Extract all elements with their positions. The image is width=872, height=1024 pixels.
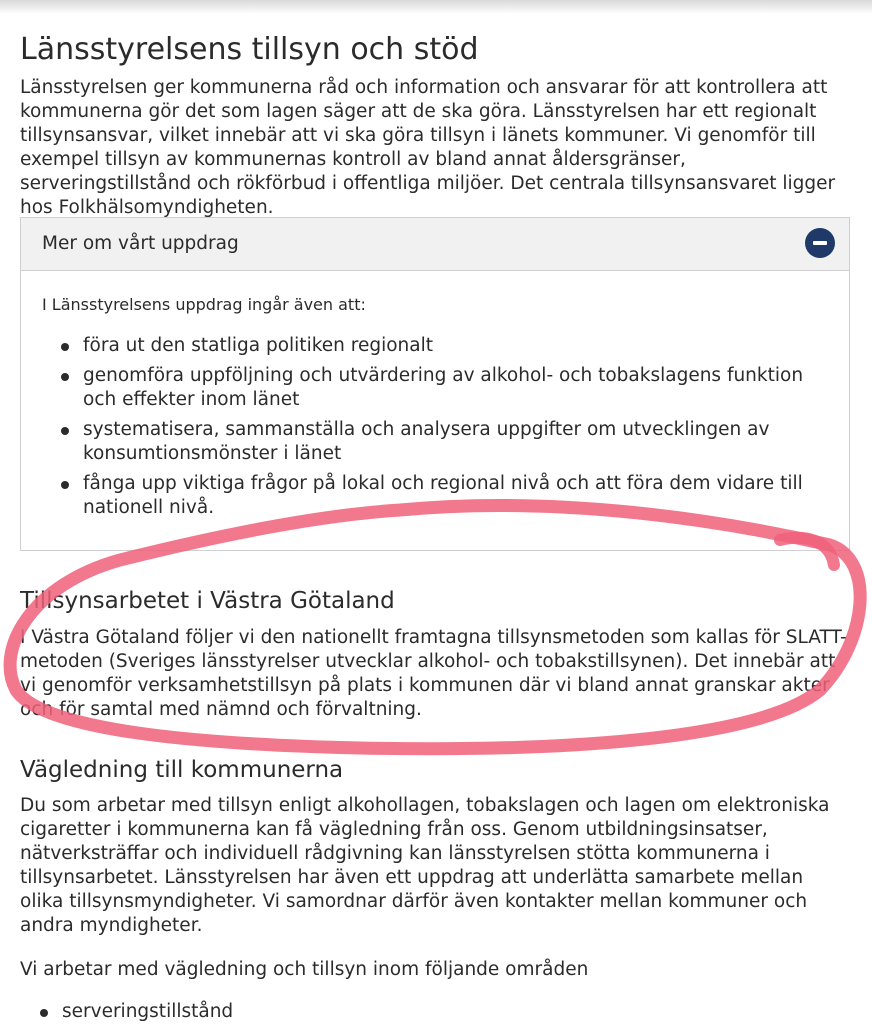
paragraph-tillsynsarbetet: I Västra Götaland följer vi den nationellt framtagna tillsynsmetoden som kallas för SLATT-metoden (Sveriges länsstyrelser utvecklar alkohol- och tobakstillsynen). Det innebär att vi genomför verksamhetstillsyn på plats i kommunen där vi bland annat granskar akter och för samtal med nämnd och förvaltning.: [20, 627, 847, 720]
list-item: fånga upp viktiga frågor på lokal och regional nivå och att föra dem vidare till nationell nivå.: [61, 472, 821, 520]
page-title: Länsstyrelsens tillsyn och stöd: [20, 32, 479, 67]
paragraph-omraden-intro: Vi arbetar med vägledning och tillsyn inom följande områden: [20, 959, 589, 980]
intro-paragraph: Länsstyrelsen ger kommunerna råd och information och ansvarar för att kontrollera att kommunerna gör det som lagen säger att de ska göra. Länsstyrelsen har ett regionalt tillsynsansvar, vilket innebär att vi ska göra tillsyn i länets kommuner. Vi genomför till exempel tillsyn av kommunernas kontroll av bland annat åldersgränser, serveringstillstånd och rökförbud i offentliga miljöer. Det centrala tillsynsansvaret ligger hos Folkhälsomyndigheten.: [20, 77, 836, 218]
areas-list: [40, 1000, 233, 1024]
accordion-intro: I Länsstyrelsens uppdrag ingår även att:: [42, 295, 366, 314]
heading-vagledning: Vägledning till kommunerna: [20, 757, 344, 783]
top-shadow: [0, 0, 872, 14]
accordion-title: Mer om vårt uppdrag: [42, 233, 239, 254]
accordion-list: [61, 334, 821, 526]
minus-circle-icon[interactable]: [805, 228, 835, 258]
paragraph-vagledning: Du som arbetar med tillsyn enligt alkohollagen, tobakslagen och lagen om elektroniska cigaretter i kommunerna kan få vägledning från oss. Genom utbildningsinsatser, nätverksträffar och individuell rådgivning kan länsstyrelsen stötta kommunerna i tillsynsarbetet. Länsstyrelsen har även ett uppdrag att underlätta samarbete mellan olika tillsynsmyndigheter. Vi samordnar därför även kontakter mellan kommuner och andra myndigheter.: [20, 795, 830, 936]
list-item: genomföra uppföljning och utvärdering av alkohol- och tobakslagens funktion och effekter inom länet: [61, 364, 821, 412]
list-item: systematisera, sammanställa och analysera uppgifter om utvecklingen av konsumtionsmönster i länet: [61, 418, 821, 466]
list-item: föra ut den statliga politiken regionalt: [61, 334, 821, 358]
accordion-mer-om-uppdrag: [20, 217, 850, 551]
list-item: serveringstillstånd: [40, 1000, 233, 1024]
heading-tillsynsarbetet: Tillsynsarbetet i Västra Götaland: [20, 588, 395, 614]
accordion-header[interactable]: [21, 218, 849, 271]
